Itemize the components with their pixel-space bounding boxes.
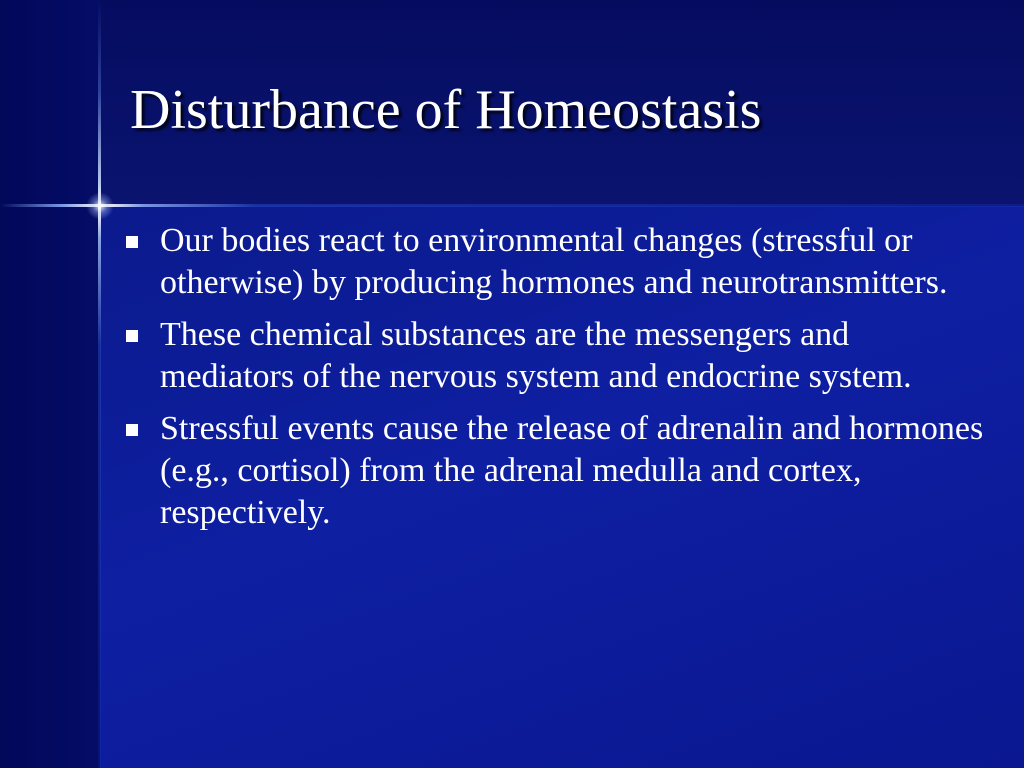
bullet-list	[124, 220, 984, 544]
sparkle-glow	[86, 192, 114, 220]
bullet-item	[124, 408, 984, 534]
sparkle-vertical-line	[98, 0, 101, 768]
square-bullet-icon	[126, 424, 138, 436]
bullet-text: Our bodies react to environmental changes (stressful or otherwise) by producing hormones and neurotransmitters.	[160, 222, 948, 301]
square-bullet-icon	[126, 330, 138, 342]
square-bullet-icon	[126, 236, 138, 248]
slide-title: Disturbance of Homeostasis	[130, 79, 762, 141]
bullet-item	[124, 220, 984, 304]
bullet-text: Stressful events cause the release of adrenalin and hormones (e.g., cortisol) from the adrenal medulla and cortex, respectively.	[160, 410, 984, 531]
left-background-band	[0, 0, 100, 768]
bullet-text: These chemical substances are the messengers and mediators of the nervous system and endocrine system.	[160, 316, 912, 395]
sparkle-horizontal-line	[0, 204, 1024, 207]
bullet-item	[124, 314, 984, 398]
